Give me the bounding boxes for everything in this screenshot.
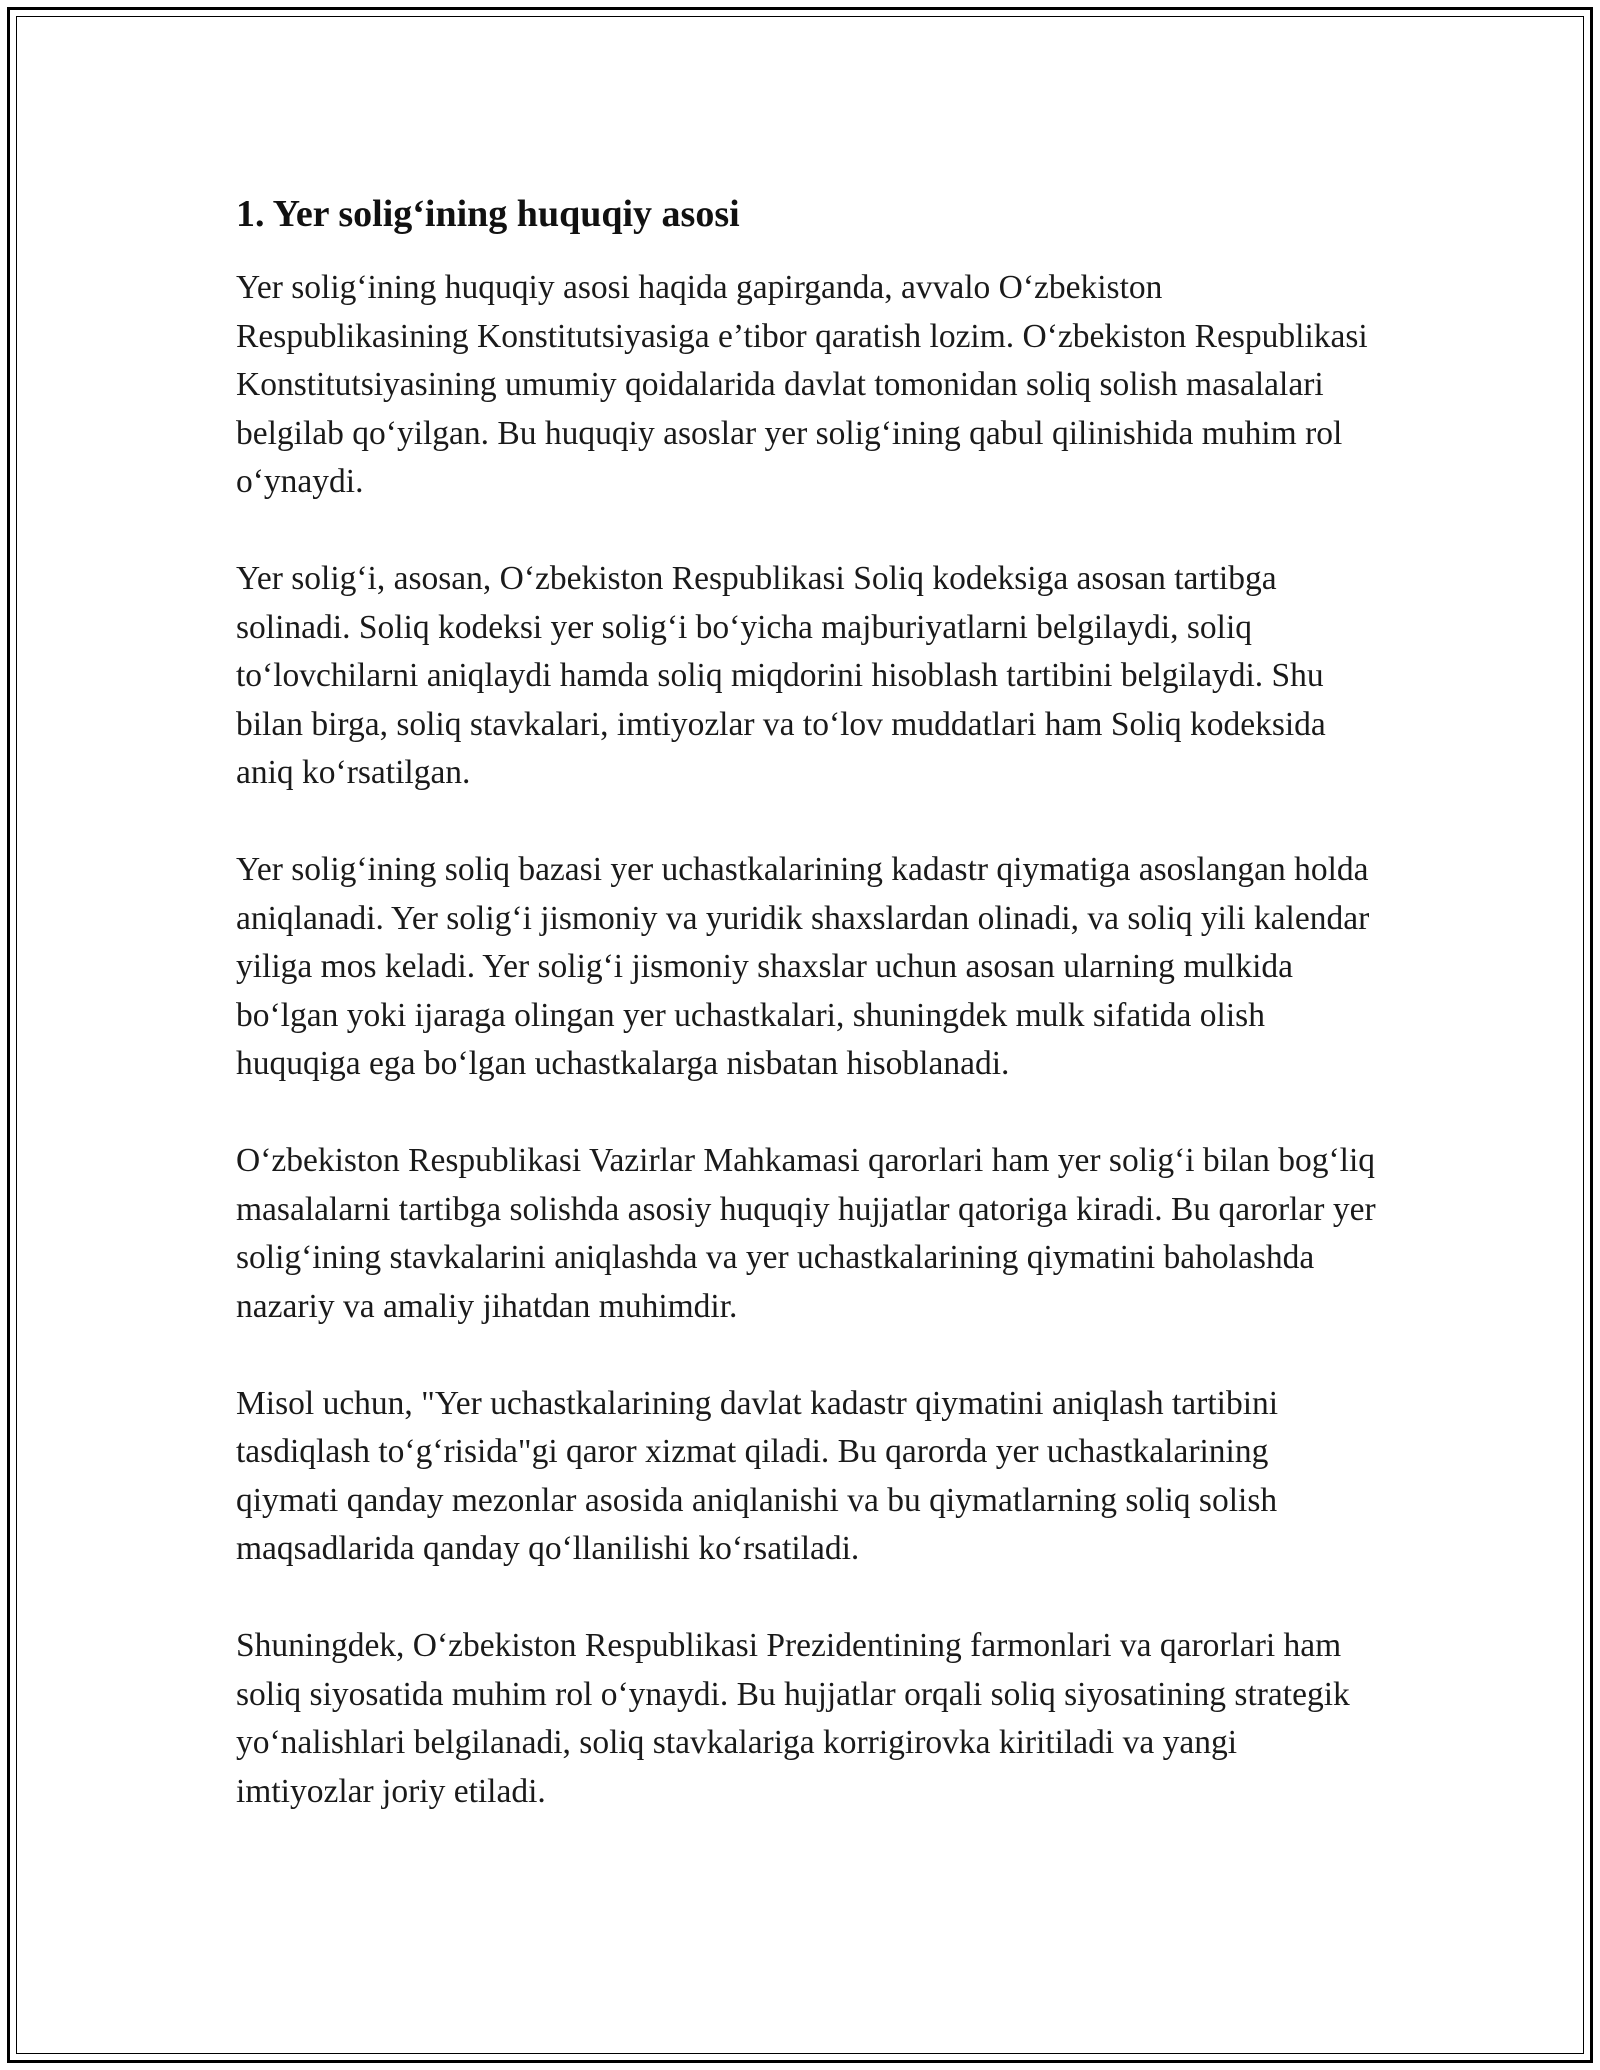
paragraph-1: Yer solig‘ining huquqiy asosi haqida gapirganda, avvalo O‘zbekiston Respublikasining Konstitutsiyasiga e’tibor qaratish lozim. O‘zbekiston Respublikasi Konstitutsiyasining umumiy qoidalarida davlat tomonidan soliq solish masalalari belgilab qo‘yilgan. Bu huquqiy asoslar yer solig‘ining qabul qilinishida muhim rol o‘ynaydi. <box>236 269 1368 500</box>
paragraph-5: Misol uchun, "Yer uchastkalarining davlat kadastr qiymatini aniqlash tartibini tasdiqlash to‘g‘risida"gi qaror xizmat qiladi. Bu qarorda yer uchastkalarining qiymati qanday mezonlar asosida aniqlanishi va bu qiymatlarning soliq solish maqsadlarida qanday qo‘llanilishi ko‘rsatiladi. <box>236 1384 1279 1567</box>
paragraph-4: O‘zbekiston Respublikasi Vazirlar Mahkamasi qarorlari ham yer solig‘i bilan bog‘liq masalalarni tartibga solishda asosiy huquqiy hujjatlar qatoriga kiradi. Bu qarorlar yer solig‘ining stavkalarini aniqlashda va yer uchastkalarining qiymatini baholashda nazariy va amaliy jihatdan muhimdir. <box>236 1142 1376 1325</box>
section-heading: 1. Yer solig‘ining huquqiy asosi <box>236 193 740 235</box>
paragraph-2: Yer solig‘i, asosan, O‘zbekiston Respublikasi Soliq kodeksiga asosan tartibga solinadi. Soliq kodeksi yer solig‘i bo‘yicha majburiyatlarni belgilaydi, soliq to‘lovchilarni aniqlaydi hamda soliq miqdorini hisoblash tartibini belgilaydi. Shu bilan birga, soliq stavkalari, imtiyozlar va to‘lov muddatlari ham Soliq kodeksida aniq ko‘rsatilgan. <box>236 560 1326 791</box>
paragraph-6: Shuningdek, O‘zbekiston Respublikasi Prezidentining farmonlari va qarorlari ham soliq siyosatida muhim rol o‘ynaydi. Bu hujjatlar orqali soliq siyosatining strategik yo‘nalishlari belgilanadi, soliq stavkalariga korrigirovka kiritiladi va yangi imtiyozlar joriy etiladi. <box>236 1627 1350 1810</box>
document-body <box>236 185 1376 1865</box>
paragraph-3: Yer solig‘ining soliq bazasi yer uchastkalarining kadastr qiymatiga asoslangan holda aniqlanadi. Yer solig‘i jismoniy va yuridik shaxslardan olinadi, va soliq yili kalendar yiliga mos keladi. Yer solig‘i jismoniy shaxslar uchun asosan ularning mulkida bo‘lgan yoki ijaraga olingan yer uchastkalari, shuningdek mulk sifatida olish huquqiga ega bo‘lgan uchastkalarga nisbatan hisoblanadi. <box>236 851 1370 1082</box>
